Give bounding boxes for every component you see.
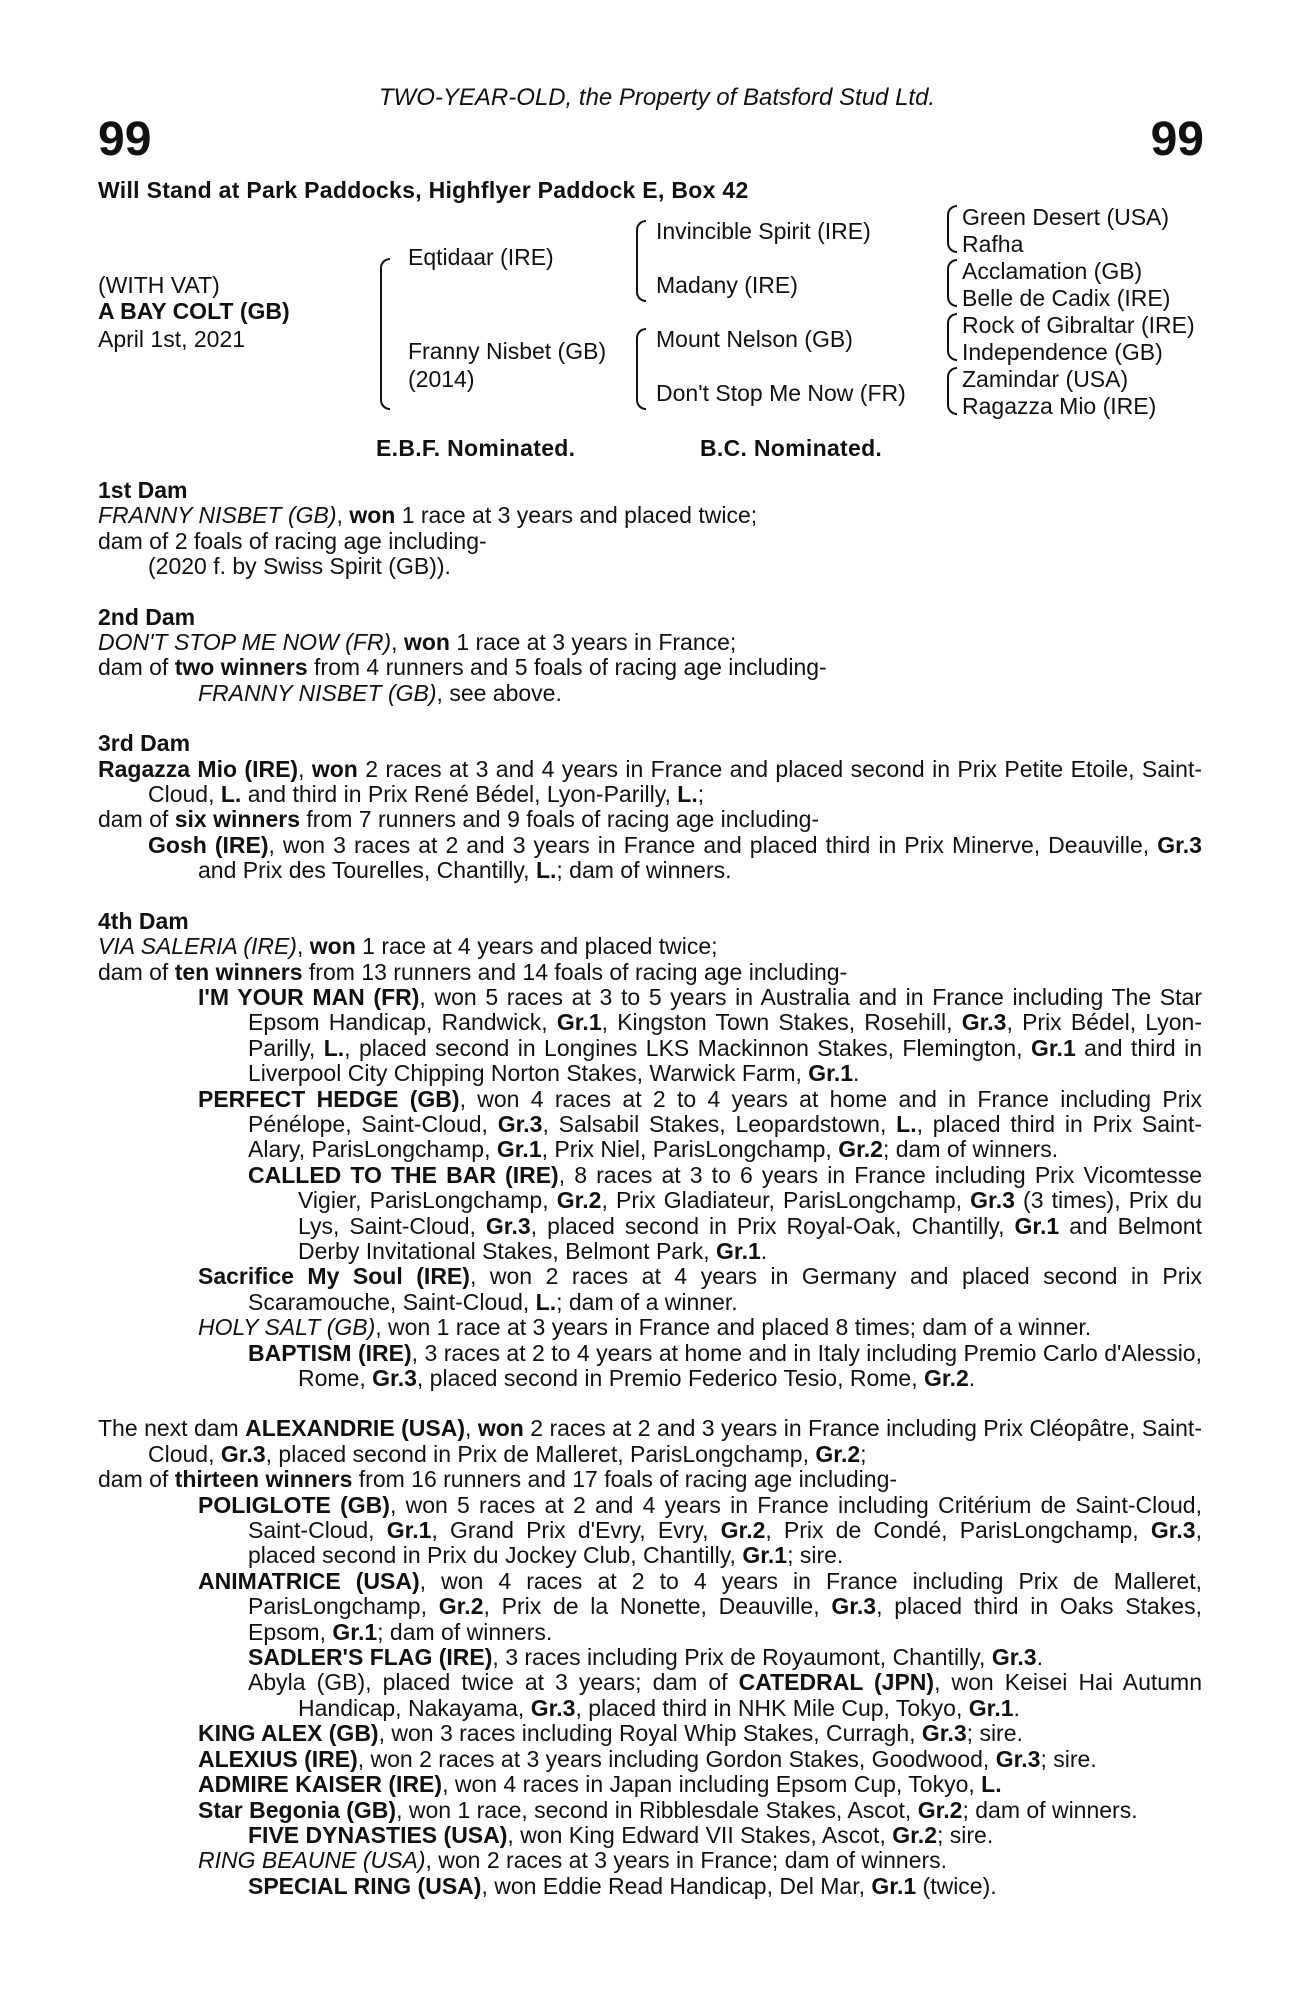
next-dam-foal-5: ADMIRE KAISER (IRE), won 4 races in Japan including Epsom Cup, Tokyo, L. xyxy=(198,1771,1002,1798)
dam-sire: Mount Nelson (GB) xyxy=(656,326,853,352)
grandparent-1: Green Desert (USA) xyxy=(962,204,1170,230)
vat-note: (WITH VAT) xyxy=(98,272,220,298)
fourth-dam-heading: 4th Dam xyxy=(98,907,189,934)
second-dam-heading: 2nd Dam xyxy=(98,603,196,630)
fourth-dam-produce: dam of ten winners from 13 runners and 14 foals of racing age including- xyxy=(98,958,848,985)
grandparent-8: Ragazza Mio (IRE) xyxy=(962,393,1157,419)
grandparent-3: Acclamation (GB) xyxy=(962,258,1143,284)
dam-year: (2014) xyxy=(408,366,475,392)
horse-name: A BAY COLT (GB) xyxy=(98,298,290,324)
first-dam-produce: dam of 2 foals of racing age including- xyxy=(98,527,487,554)
grandparent-7: Zamindar (USA) xyxy=(962,366,1129,392)
bc-nomination: B.C. Nominated. xyxy=(700,435,883,461)
stand-location: Will Stand at Park Paddocks, Highflyer Paddock E, Box 42 xyxy=(98,177,749,203)
next-dam-grandfoal-3: FIVE DYNASTIES (USA), won King Edward VII Stakes, Ascot, Gr.2; sire. xyxy=(248,1821,994,1848)
sire-dam: Madany (IRE) xyxy=(656,272,798,298)
second-dam-produce: dam of two winners from 4 runners and 5 foals of racing age including- xyxy=(98,654,827,681)
brace-g4 xyxy=(947,367,957,415)
ebf-nomination: E.B.F. Nominated. xyxy=(376,435,576,461)
grandparent-5: Rock of Gibraltar (IRE) xyxy=(962,312,1195,338)
fourth-dam-grandfoal-1: CALLED TO THE BAR (IRE), 8 races at 3 to 6 years in France including Prix Vicomtesse Vigier, ParisLongchamp, Gr.2, Prix Gladiateur, ParisLongchamp, Gr.3 (3 times), Prix du Lys, Saint-Cloud, Gr.3, placed second in Prix Royal-Oak, Chantilly, Gr.1 and Belmont Derby Invitational Stakes, Belmont Park, Gr.1. xyxy=(248,1161,1203,1264)
next-dam-foal-3: KING ALEX (GB), won 3 races including Royal Whip Stakes, Curragh, Gr.3; sire. xyxy=(198,1720,1023,1747)
third-dam-foal: Gosh (IRE), won 3 races at 2 and 3 years in France and placed third in Prix Minerve, Deauville, Gr.3 and Prix des Tourelles, Chantilly, L.; dam of winners. xyxy=(148,831,1202,884)
property-line: TWO-YEAR-OLD, the Property of Batsford Stud Ltd. xyxy=(378,84,936,111)
brace-main xyxy=(380,258,390,410)
foaling-date: April 1st, 2021 xyxy=(98,326,246,352)
dam-dam: Don't Stop Me Now (FR) xyxy=(656,380,906,406)
sire-sire: Invincible Spirit (IRE) xyxy=(656,218,871,244)
next-dam-foal-7: RING BEAUNE (USA), won 2 races at 3 years in France; dam of winners. xyxy=(198,1847,948,1874)
next-dam-foal-6: Star Begonia (GB), won 1 race, second in Ribblesdale Stakes, Ascot, Gr.2; dam of winners. xyxy=(198,1796,1138,1823)
third-dam-produce: dam of six winners from 7 runners and 9 foals of racing age including- xyxy=(98,806,820,833)
fourth-dam-foal-1: I'M YOUR MAN (FR), won 5 races at 3 to 5 years in Australia and in France including The Star Epsom Handicap, Randwick, Gr.1, Kingston Town Stakes, Rosehill, Gr.3, Prix Bédel, Lyon-Parilly, L., placed second in Longines LKS Mackinnon Stakes, Flemington, Gr.1 and third in Liverpool City Chipping Norton Stakes, Warwick Farm, Gr.1. xyxy=(198,983,1202,1087)
brace-dam xyxy=(636,328,646,410)
fourth-dam-foal-4: HOLY SALT (GB), won 1 race at 3 years in France and placed 8 times; dam of a winner. xyxy=(198,1314,1092,1341)
fourth-dam-foal-3: Sacrifice My Soul (IRE), won 2 races at 4 years in Germany and placed second in Prix Scaramouche, Saint-Cloud, L.; dam of a winner. xyxy=(198,1263,1202,1315)
next-dam-produce: dam of thirteen winners from 16 runners and 17 foals of racing age including- xyxy=(98,1466,898,1493)
next-dam-foal-2: ANIMATRICE (USA), won 4 races at 2 to 4 years in France including Prix de Malleret, ParisLongchamp, Gr.2, Prix de la Nonette, Deauville, Gr.3, placed third in Oaks Stakes, Epsom, Gr.1; dam of winners. xyxy=(198,1567,1202,1645)
brace-g1 xyxy=(947,205,957,253)
grandparent-6: Independence (GB) xyxy=(962,339,1163,365)
third-dam-line: Ragazza Mio (IRE), won 2 races at 3 and 4 years in France and placed second in Prix Petite Etoile, Saint-Cloud, L. and third in Prix René Bédel, Lyon-Parilly, L.; xyxy=(98,755,1202,808)
next-dam-line: The next dam ALEXANDRIE (USA), won 2 races at 2 and 3 years in France including Prix Cléopâtre, Saint-Cloud, Gr.3, placed second in Prix de Malleret, ParisLongchamp, Gr.2; xyxy=(98,1415,1202,1467)
brace-g2 xyxy=(947,259,957,307)
third-dam-heading: 3rd Dam xyxy=(98,730,191,757)
brace-sire xyxy=(636,220,646,302)
dam-produce-record xyxy=(98,478,1202,1899)
brace-g3 xyxy=(947,313,957,361)
first-dam-foal: (2020 f. by Swiss Spirit (GB)). xyxy=(148,553,451,580)
fourth-dam-grandfoal-2: BAPTISM (IRE), 3 races at 2 to 4 years at home and in Italy including Premio Carlo d'Alessio, Rome, Gr.3, placed second in Premio Federico Tesio, Rome, Gr.2. xyxy=(248,1339,1202,1391)
next-dam-grandfoal-4: SPECIAL RING (USA), won Eddie Read Handicap, Del Mar, Gr.1 (twice). xyxy=(248,1872,997,1899)
next-dam-grandfoal-2: Abyla (GB), placed twice at 3 years; dam of CATEDRAL (JPN), won Keisei Hai Autumn Handicap, Nakayama, Gr.3, placed third in NHK Mile Cup, Tokyo, Gr.1. xyxy=(248,1669,1202,1721)
next-dam-grandfoal-1: SADLER'S FLAG (IRE), 3 races including Prix de Royaumont, Chantilly, Gr.3. xyxy=(248,1644,1043,1671)
lot-number-right: 99 xyxy=(1150,113,1204,166)
next-dam-foal-1: POLIGLOTE (GB), won 5 races at 2 and 4 years in France including Critérium de Saint-Cloud, Saint-Cloud, Gr.1, Grand Prix d'Evry, Evry, Gr.2, Prix de Condé, ParisLongchamp, Gr.3, placed second in Prix du Jockey Club, Chantilly, Gr.1; sire. xyxy=(198,1491,1202,1569)
first-dam-line: FRANNY NISBET (GB), won 1 race at 3 years and placed twice; xyxy=(98,502,758,529)
fourth-dam-foal-2: PERFECT HEDGE (GB), won 4 races at 2 to 4 years at home and in France including Prix Pénélope, Saint-Cloud, Gr.3, Salsabil Stakes, Leopardstown, L., placed third in Prix Saint-Alary, ParisLongchamp, Gr.1, Prix Niel, ParisLongchamp, Gr.2; dam of winners. xyxy=(198,1085,1202,1163)
second-dam-line: DON'T STOP ME NOW (FR), won 1 race at 3 years in France; xyxy=(98,629,737,656)
grandparent-2: Rafha xyxy=(962,231,1024,257)
next-dam-foal-4: ALEXIUS (IRE), won 2 races at 3 years including Gordon Stakes, Goodwood, Gr.3; sire. xyxy=(198,1745,1097,1772)
first-dam-heading: 1st Dam xyxy=(98,477,188,503)
grandparent-4: Belle de Cadix (IRE) xyxy=(962,285,1171,311)
sire: Eqtidaar (IRE) xyxy=(408,244,554,270)
second-dam-foal: FRANNY NISBET (GB), see above. xyxy=(198,679,562,706)
lot-number-left: 99 xyxy=(98,113,152,166)
fourth-dam-line: VIA SALERIA (IRE), won 1 race at 4 years and placed twice; xyxy=(98,933,718,960)
dam: Franny Nisbet (GB) xyxy=(408,338,607,364)
